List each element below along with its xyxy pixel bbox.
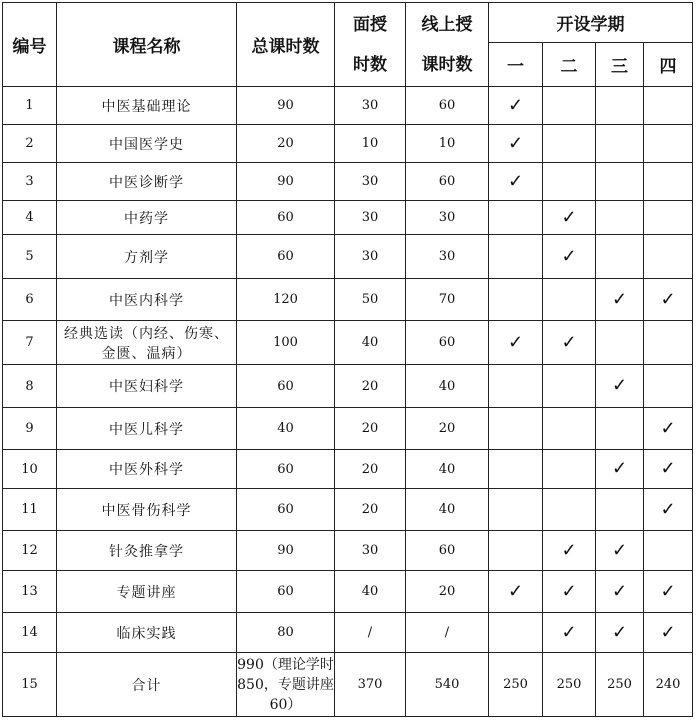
- row-id: 2: [3, 125, 57, 163]
- semester-2-cell: [543, 489, 596, 531]
- summary-row: [3, 653, 693, 717]
- summary-semester-2: 250: [543, 653, 596, 717]
- course-name: 中药学: [57, 201, 237, 235]
- face-hours: 30: [335, 531, 406, 571]
- check-mark-icon: ✓: [611, 539, 628, 561]
- row-id: 7: [3, 321, 57, 365]
- semester-2-cell: [543, 531, 596, 571]
- online-hours: 30: [406, 201, 489, 235]
- check-mark-icon: ✓: [660, 621, 676, 643]
- row-id: 3: [3, 163, 57, 201]
- online-hours: 60: [406, 87, 489, 125]
- semester-3-cell: [596, 201, 644, 235]
- semester-2-cell: [543, 279, 596, 321]
- semester-3-cell: [596, 87, 644, 125]
- header-semester-2: 二: [543, 43, 596, 87]
- check-mark-icon: ✓: [611, 288, 628, 310]
- total-hours: 80: [237, 613, 335, 653]
- course-name: 中医儿科学: [57, 408, 237, 450]
- table-row: [3, 125, 693, 163]
- check-mark-icon: ✓: [611, 375, 628, 396]
- header-face-hours: [335, 3, 406, 87]
- total-hours: 40: [237, 408, 335, 450]
- semester-1-cell: [489, 408, 543, 450]
- semester-4-cell: [644, 279, 693, 321]
- face-hours: 30: [335, 87, 406, 125]
- table-row: [3, 87, 693, 125]
- row-id: 10: [3, 450, 57, 489]
- face-hours: 10: [335, 125, 406, 163]
- face-hours: 30: [335, 163, 406, 201]
- header-semester-4: 四: [644, 43, 693, 87]
- semester-2-cell: [543, 571, 596, 613]
- row-id: 8: [3, 365, 57, 408]
- header-id: 编号: [3, 3, 57, 87]
- semester-3-cell: [596, 531, 644, 571]
- semester-3-cell: [596, 279, 644, 321]
- check-mark-icon: ✓: [660, 498, 676, 520]
- total-hours: 90: [237, 87, 335, 125]
- table-row: [3, 235, 693, 279]
- course-name: 中国医学史: [57, 125, 237, 163]
- semester-4-cell: [644, 235, 693, 279]
- course-rows: [3, 87, 693, 717]
- header-online-hours-line1: 线上授: [421, 14, 473, 35]
- semester-3-cell: [596, 365, 644, 408]
- online-hours: 40: [406, 365, 489, 408]
- semester-1-cell: [489, 321, 543, 365]
- semester-3-cell: [596, 321, 644, 365]
- header-semester-1: 一: [489, 43, 543, 87]
- online-hours: 20: [406, 571, 489, 613]
- row-id: 5: [3, 235, 57, 279]
- row-id: 12: [3, 531, 57, 571]
- header-semesters: 开设学期: [489, 3, 693, 43]
- semester-2-cell: [543, 408, 596, 450]
- row-id: 11: [3, 489, 57, 531]
- semester-2-cell: [543, 125, 596, 163]
- row-id: 9: [3, 408, 57, 450]
- online-hours: 40: [406, 450, 489, 489]
- table-row: [3, 489, 693, 531]
- header-course-name: 课程名称: [57, 3, 237, 87]
- semester-4-cell: [644, 531, 693, 571]
- check-mark-icon: ✓: [561, 580, 577, 602]
- check-mark-icon: ✓: [507, 132, 524, 154]
- check-mark-icon: ✓: [561, 621, 577, 643]
- table-row: [3, 279, 693, 321]
- row-id: 4: [3, 201, 57, 235]
- header-semester-3: 三: [596, 43, 644, 87]
- total-hours: 60: [237, 365, 335, 408]
- semester-1-cell: [489, 235, 543, 279]
- total-hours: 120: [237, 279, 335, 321]
- check-mark-icon: ✓: [611, 621, 628, 643]
- check-mark-icon: ✓: [507, 94, 524, 116]
- summary-label: 合计: [57, 653, 237, 717]
- total-hours: 100: [237, 321, 335, 365]
- online-hours: 60: [406, 163, 489, 201]
- summary-semester-1: 250: [489, 653, 543, 717]
- semester-3-cell: [596, 450, 644, 489]
- table-row: [3, 163, 693, 201]
- check-mark-icon: ✓: [611, 580, 628, 602]
- semester-2-cell: [543, 321, 596, 365]
- semester-3-cell: [596, 408, 644, 450]
- check-mark-icon: ✓: [507, 331, 524, 353]
- semester-3-cell: [596, 489, 644, 531]
- semester-1-cell: [489, 365, 543, 408]
- face-hours: 40: [335, 321, 406, 365]
- check-mark-icon: ✓: [660, 458, 676, 479]
- semester-1-cell: [489, 279, 543, 321]
- header-face-hours-line1: 面授: [353, 14, 387, 35]
- course-name: 中医骨伤科学: [57, 489, 237, 531]
- semester-4-cell: [644, 201, 693, 235]
- online-hours: 60: [406, 321, 489, 365]
- total-hours: 90: [237, 163, 335, 201]
- header-online-hours: [406, 3, 489, 87]
- header-face-hours-line2: 时数: [353, 54, 387, 75]
- semester-2-cell: [543, 613, 596, 653]
- header-total-hours: 总课时数: [237, 3, 335, 87]
- row-id: 6: [3, 279, 57, 321]
- semester-1-cell: [489, 489, 543, 531]
- semester-4-cell: [644, 125, 693, 163]
- table-row: [3, 201, 693, 235]
- semester-1-cell: [489, 201, 543, 235]
- face-hours: 20: [335, 489, 406, 531]
- face-hours: /: [335, 613, 406, 653]
- total-hours: 90: [237, 531, 335, 571]
- semester-4-cell: [644, 613, 693, 653]
- table-row: [3, 365, 693, 408]
- summary-total-hours: 990（理论学时 850，专题讲座 60）: [237, 653, 335, 717]
- summary-id: 15: [3, 653, 57, 717]
- check-mark-icon: ✓: [507, 170, 524, 192]
- semester-4-cell: [644, 87, 693, 125]
- face-hours: 20: [335, 450, 406, 489]
- check-mark-icon: ✓: [561, 331, 577, 353]
- table-row: [3, 613, 693, 653]
- total-hours: 60: [237, 489, 335, 531]
- online-hours: 10: [406, 125, 489, 163]
- semester-1-cell: [489, 531, 543, 571]
- summary-semester-4: 240: [644, 653, 693, 717]
- course-name: 中医诊断学: [57, 163, 237, 201]
- course-name: 中医基础理论: [57, 87, 237, 125]
- check-mark-icon: ✓: [660, 417, 676, 439]
- online-hours: 40: [406, 489, 489, 531]
- semester-4-cell: [644, 365, 693, 408]
- row-id: 1: [3, 87, 57, 125]
- check-mark-icon: ✓: [561, 539, 577, 561]
- semester-4-cell: [644, 489, 693, 531]
- face-hours: 40: [335, 571, 406, 613]
- table-row: [3, 571, 693, 613]
- online-hours: 20: [406, 408, 489, 450]
- semester-4-cell: [644, 321, 693, 365]
- table-row: [3, 321, 693, 365]
- online-hours: /: [406, 613, 489, 653]
- total-hours: 20: [237, 125, 335, 163]
- header-online-hours-line2: 课时数: [421, 54, 473, 75]
- table-row: [3, 450, 693, 489]
- check-mark-icon: ✓: [507, 580, 524, 602]
- check-mark-icon: ✓: [561, 245, 577, 267]
- semester-1-cell: [489, 125, 543, 163]
- row-id: 13: [3, 571, 57, 613]
- online-hours: 30: [406, 235, 489, 279]
- semester-4-cell: [644, 571, 693, 613]
- course-table: [2, 2, 693, 717]
- online-hours: 60: [406, 531, 489, 571]
- check-mark-icon: ✓: [611, 458, 628, 479]
- semester-3-cell: [596, 235, 644, 279]
- semester-3-cell: [596, 163, 644, 201]
- semester-2-cell: [543, 450, 596, 489]
- face-hours: 30: [335, 235, 406, 279]
- course-name: 中医外科学: [57, 450, 237, 489]
- table-row: [3, 531, 693, 571]
- check-mark-icon: ✓: [660, 288, 676, 310]
- row-id: 14: [3, 613, 57, 653]
- face-hours: 20: [335, 408, 406, 450]
- check-mark-icon: ✓: [561, 206, 577, 228]
- semester-3-cell: [596, 125, 644, 163]
- semester-1-cell: [489, 613, 543, 653]
- semester-1-cell: [489, 87, 543, 125]
- course-name: 经典选读（内经、伤寒、金匮、温病）: [57, 321, 237, 365]
- semester-4-cell: [644, 450, 693, 489]
- table-row: [3, 408, 693, 450]
- semester-1-cell: [489, 571, 543, 613]
- course-name: 专题讲座: [57, 571, 237, 613]
- semester-4-cell: [644, 408, 693, 450]
- semester-1-cell: [489, 163, 543, 201]
- face-hours: 50: [335, 279, 406, 321]
- summary-face-hours: 370: [335, 653, 406, 717]
- total-hours: 60: [237, 201, 335, 235]
- course-name: 中医内科学: [57, 279, 237, 321]
- header-row-top: [3, 3, 693, 43]
- total-hours: 60: [237, 571, 335, 613]
- semester-3-cell: [596, 571, 644, 613]
- course-name: 临床实践: [57, 613, 237, 653]
- semester-2-cell: [543, 365, 596, 408]
- course-name: 针灸推拿学: [57, 531, 237, 571]
- semester-3-cell: [596, 613, 644, 653]
- semester-2-cell: [543, 87, 596, 125]
- total-hours: 60: [237, 235, 335, 279]
- course-name: 方剂学: [57, 235, 237, 279]
- face-hours: 30: [335, 201, 406, 235]
- total-hours: 60: [237, 450, 335, 489]
- face-hours: 20: [335, 365, 406, 408]
- course-name: 中医妇科学: [57, 365, 237, 408]
- semester-2-cell: [543, 235, 596, 279]
- semester-1-cell: [489, 450, 543, 489]
- summary-semester-3: 250: [596, 653, 644, 717]
- semester-4-cell: [644, 163, 693, 201]
- summary-online-hours: 540: [406, 653, 489, 717]
- check-mark-icon: ✓: [660, 580, 676, 602]
- online-hours: 70: [406, 279, 489, 321]
- semester-2-cell: [543, 163, 596, 201]
- semester-2-cell: [543, 201, 596, 235]
